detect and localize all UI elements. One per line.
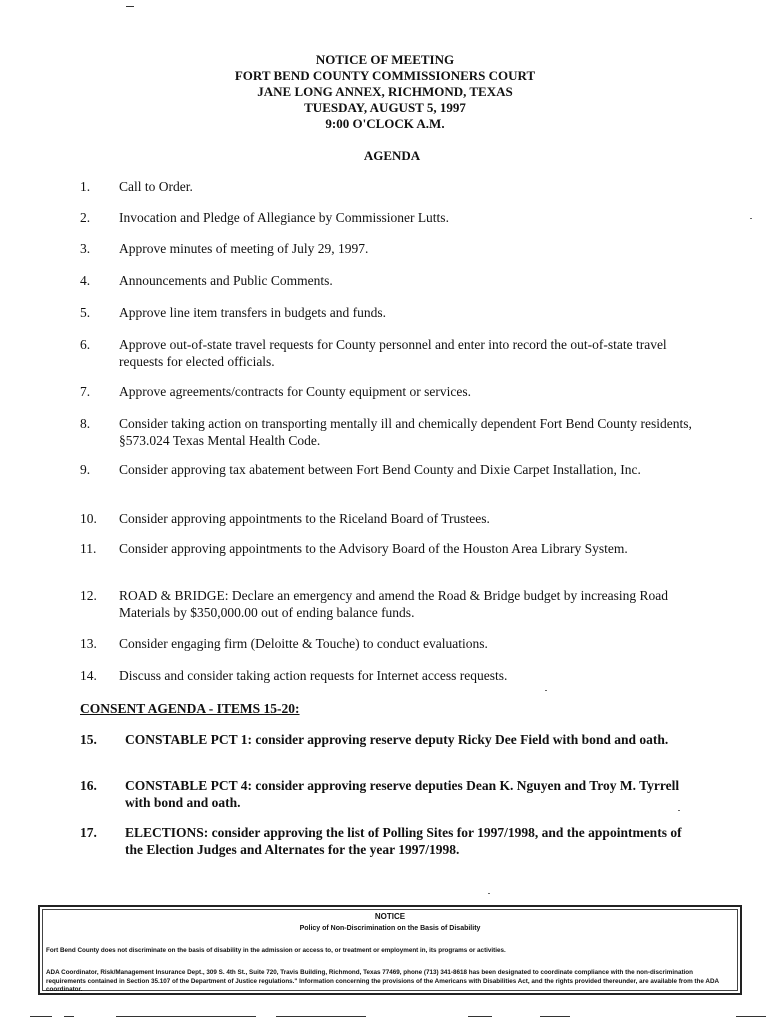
item-number: 1. bbox=[80, 179, 91, 194]
item-text: Consider approving appointments to the Advisory Board of the Houston Area Library System. bbox=[119, 541, 628, 556]
item-number: 14. bbox=[80, 668, 97, 683]
notice-inner-border bbox=[42, 909, 738, 991]
scan-artifact-line bbox=[126, 6, 134, 7]
agenda-item bbox=[80, 510, 700, 527]
header-time-line: 9:00 O'CLOCK A.M. bbox=[325, 116, 445, 131]
scan-artifact-line bbox=[736, 1016, 766, 1017]
item-text: ROAD & BRIDGE: Declare an emergency and amend the Road & Bridge budget by increasing Road Materials by $350,000.00 out of ending balance funds. bbox=[119, 588, 668, 620]
scan-artifact-line bbox=[276, 1016, 366, 1017]
agenda-item bbox=[80, 667, 700, 684]
item-text: Approve minutes of meeting of July 29, 1997. bbox=[119, 241, 369, 256]
item-number: 10. bbox=[80, 511, 97, 526]
header-location-line: JANE LONG ANNEX, RICHMOND, TEXAS bbox=[257, 84, 513, 99]
item-number: 11. bbox=[80, 541, 97, 556]
agenda-item bbox=[80, 272, 700, 289]
item-text: Approve agreements/contracts for County equipment or services. bbox=[119, 384, 472, 399]
meeting-header bbox=[0, 52, 770, 132]
consent-item bbox=[80, 777, 700, 811]
item-text: Consider approving tax abatement between Fort Bend County and Dixie Carpet Installation, Inc. bbox=[119, 462, 641, 477]
item-text: Invocation and Pledge of Allegiance by Commissioner Lutts. bbox=[119, 210, 449, 225]
agenda-item bbox=[80, 383, 700, 400]
notice-paragraph: ADA Coordinator, Risk/Management Insurance Dept., 309 S. 4th St., Suite 720, Travis Building, Richmond, Texas 77469, phone (713) 341-8618 has been designated to coordinate compliance with the non-discrimination requirements contained in Section 35.107 of the Department of Justice regulations." Information concerning the provisions of the Americans with Disabilities Act, and the rights provided thereunder, are available from the ADA coordinator. bbox=[46, 969, 719, 993]
item-text: Approve out-of-state travel requests for County personnel and enter into record the out-of-state travel requests for elected officials. bbox=[119, 337, 667, 369]
scan-artifact-speck bbox=[678, 810, 680, 811]
item-number: 9. bbox=[80, 462, 91, 477]
agenda-item bbox=[80, 461, 700, 478]
scan-artifact-line bbox=[64, 1016, 74, 1017]
header-notice-line: NOTICE OF MEETING bbox=[315, 52, 455, 67]
item-number: 5. bbox=[80, 305, 91, 320]
consent-item bbox=[80, 731, 700, 748]
agenda-item bbox=[80, 635, 700, 652]
agenda-item bbox=[80, 587, 700, 621]
item-number: 4. bbox=[80, 273, 91, 288]
item-text: Consider engaging firm (Deloitte & Touche) to conduct evaluations. bbox=[119, 636, 488, 651]
consent-agenda-heading: CONSENT AGENDA - ITEMS 15-20: bbox=[80, 701, 300, 716]
item-number: 15. bbox=[80, 732, 97, 747]
scan-artifact-line bbox=[116, 1016, 256, 1017]
item-number: 7. bbox=[80, 384, 91, 399]
item-number: 17. bbox=[80, 825, 97, 840]
agenda-item bbox=[80, 178, 700, 195]
item-text: Consider approving appointments to the Riceland Board of Trustees. bbox=[119, 511, 490, 526]
scan-artifact-line bbox=[30, 1016, 52, 1017]
agenda-title: AGENDA bbox=[363, 148, 421, 163]
item-number: 8. bbox=[80, 416, 91, 431]
item-text: ELECTIONS: consider approving the list of Polling Sites for 1997/1998, and the appointments of the Election Judges and Alternates for the year 1997/1998. bbox=[125, 825, 682, 857]
item-number: 2. bbox=[80, 210, 91, 225]
item-number: 6. bbox=[80, 337, 91, 352]
item-text: CONSTABLE PCT 1: consider approving reserve deputy Ricky Dee Field with bond and oath. bbox=[125, 732, 669, 747]
header-date-line: TUESDAY, AUGUST 5, 1997 bbox=[304, 100, 466, 115]
item-text: Approve line item transfers in budgets and funds. bbox=[119, 305, 386, 320]
agenda-item bbox=[80, 304, 700, 321]
item-text: CONSTABLE PCT 4: consider approving reserve deputies Dean K. Nguyen and Troy M. Tyrrell with bond and oath. bbox=[125, 778, 680, 810]
header-court-line: FORT BEND COUNTY COMMISSIONERS COURT bbox=[234, 68, 536, 83]
item-number: 3. bbox=[80, 241, 91, 256]
item-number: 16. bbox=[80, 778, 97, 793]
item-text: Announcements and Public Comments. bbox=[119, 273, 333, 288]
item-text: Call to Order. bbox=[119, 179, 193, 194]
item-text: Discuss and consider taking action requests for Internet access requests. bbox=[119, 668, 508, 683]
consent-item bbox=[80, 824, 700, 858]
item-number: 12. bbox=[80, 588, 97, 603]
item-number: 13. bbox=[80, 636, 97, 651]
agenda-item bbox=[80, 336, 700, 370]
scan-artifact-line bbox=[540, 1016, 570, 1017]
notice-subtitle: Policy of Non-Discrimination on the Basis of Disability bbox=[299, 925, 481, 932]
scan-artifact-speck bbox=[545, 690, 547, 691]
agenda-item bbox=[80, 240, 700, 257]
item-text: Consider taking action on transporting mentally ill and chemically dependent Fort Bend County residents, §573.024 Texas Mental Health Code. bbox=[119, 416, 692, 448]
scan-artifact-line bbox=[468, 1016, 492, 1017]
scan-artifact-speck bbox=[488, 893, 490, 894]
notice-paragraph: Fort Bend County does not discriminate on the basis of disability in the admission or access to, or treatment or employment in, its programs or activities. bbox=[46, 947, 506, 954]
agenda-item bbox=[80, 415, 700, 449]
agenda-item bbox=[80, 540, 700, 557]
notice-title: NOTICE bbox=[374, 912, 406, 921]
agenda-item bbox=[80, 209, 700, 226]
scan-artifact-speck bbox=[750, 218, 752, 219]
disability-notice-box bbox=[38, 905, 742, 995]
